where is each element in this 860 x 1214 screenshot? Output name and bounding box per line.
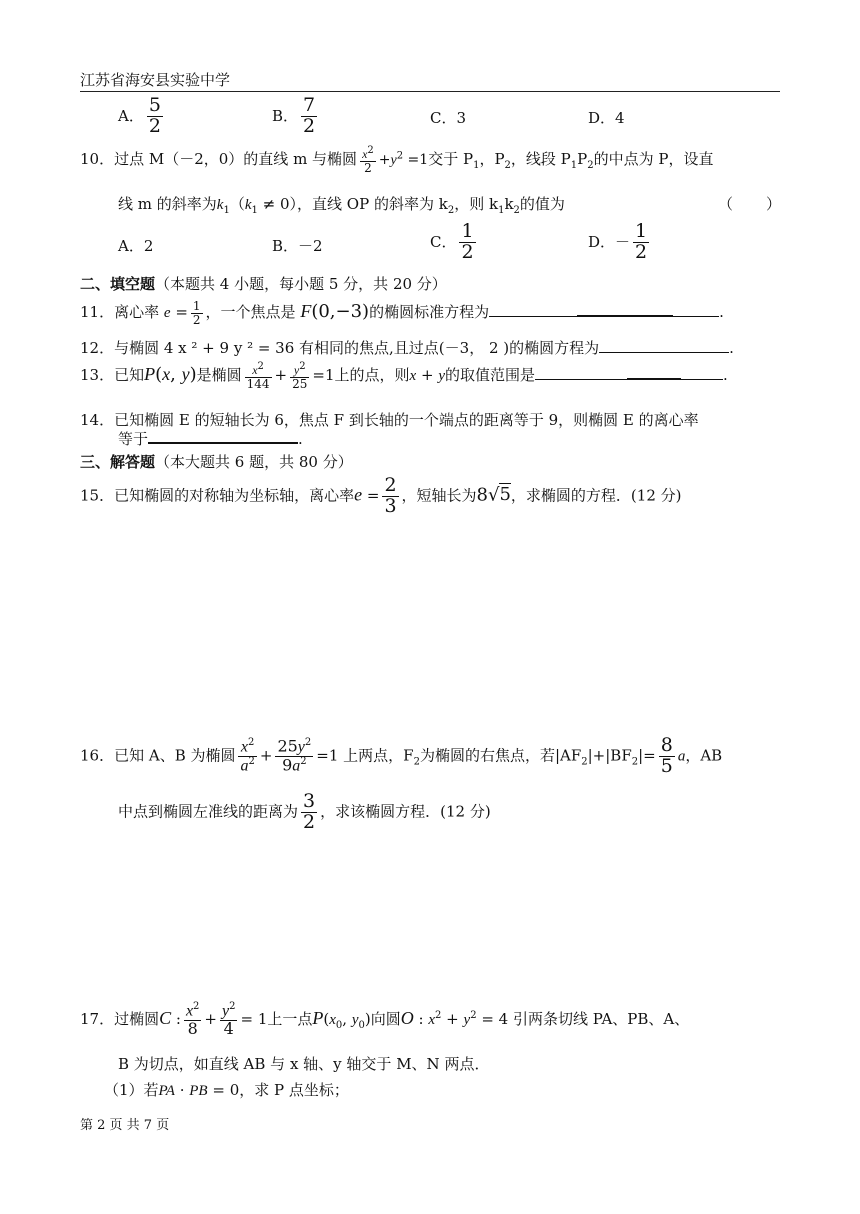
q16-line2: 中点到椭圆左准线的距离为 $\frac{3}{2}$ ，求该椭圆方程．(12 分) <box>118 790 491 833</box>
q10-line1: 10．过点 M（－2，0）的直线 m 与椭圆 $\frac{x^2}{2}$ $+y^2 =1$交于 $P_1$，$P_2$，线段 $P_1P_2$的中点为 P，设直 <box>80 145 714 175</box>
header-rule <box>80 91 780 92</box>
q10-option-a: A．2 <box>118 237 154 255</box>
q12: 12．与椭圆 4 x ² + 9 y ² = 36 有相同的焦点,且过点(－3， 2 )的椭圆方程为 . <box>80 339 734 357</box>
q10-option-b: B．－2 <box>272 237 323 255</box>
q10-answer-paren: （ ） <box>718 195 783 213</box>
q10-option-c: C． $\frac{1}{2}$ <box>430 220 474 263</box>
header-school: 江苏省海安县实验中学 <box>80 71 231 89</box>
q17-line3: （1）若PA · PB = 0，求 P 点坐标； <box>104 1081 349 1099</box>
q10-line2: 线 m 的斜率为$k_1(k_1 \ne 0)$，直线 OP 的斜率为 $k_2$，则 $k_1k_2$的值为 <box>118 195 565 216</box>
q9-option-a-label: A． <box>118 107 144 126</box>
page-footer: 第 2 页 共 7 页 <box>80 1118 170 1133</box>
q10-ellipse-fraction: $\frac{x^2}{2}$ <box>362 145 374 175</box>
q13: 13．已知P(x, y)是椭圆 $\frac{x^2}{144}$ + $\frac{y^2}{25}$ =1上的点，则x + y的取值范围是 . <box>80 361 728 391</box>
q9-option-b: B． $\frac{7}{2}$ <box>272 94 316 137</box>
q17-line1: 17．过椭圆C : $\frac{x^2}{8}$ + $\frac{y^2}{4}$ = 1上一点$P(x_0$, $y_0$)向圆O : $x^2 + y^2 = 4$ 引两条切线 PA、PB、A、 <box>80 1001 690 1039</box>
section-solutions: 三、解答题（本大题共 6 题，共 80 分） <box>80 453 353 471</box>
q11: 11．离心率 e = $\frac{1}{2}$ ，一个焦点是 F(0,−3)的椭圆标准方程为 . <box>80 299 724 327</box>
q16-line1: 16．已知 A、B 为椭圆 $\frac{x^2}{a^2}$ + $\frac{25y^2}{9a^2}$ =1 上两点，$F_2$为椭圆的右焦点，若$|AF_2|+|BF_2|=$ $\frac{8}{5}$ a，AB <box>80 734 723 777</box>
q17-line2: B 为切点，如直线 AB 与 x 轴、y 轴交于 M、N 两点． <box>118 1055 490 1073</box>
q9-option-c: C．3 <box>430 109 467 127</box>
q9-options <box>118 96 166 137</box>
q10-option-d: D．－ $\frac{1}{2}$ <box>588 220 648 263</box>
q14-line1: 14．已知椭圆 E 的短轴长为 6，焦点 F 到长轴的一个端点的距离等于 9，则椭圆 E 的离心率 <box>80 411 699 429</box>
q9-option-d: D．4 <box>588 109 625 127</box>
q15: 15．已知椭圆的对称轴为坐标轴，离心率e = $\frac{2}{3}$ ，短轴长为8√5，求椭圆的方程．(12 分) <box>80 474 682 517</box>
q9-option-a-fraction: $\frac{5}{2}$ <box>148 94 161 137</box>
q14-line2: 等于 . <box>118 430 303 448</box>
section-fill-in: 二、填空题（本题共 4 小题，每小题 5 分，共 20 分） <box>80 275 447 293</box>
